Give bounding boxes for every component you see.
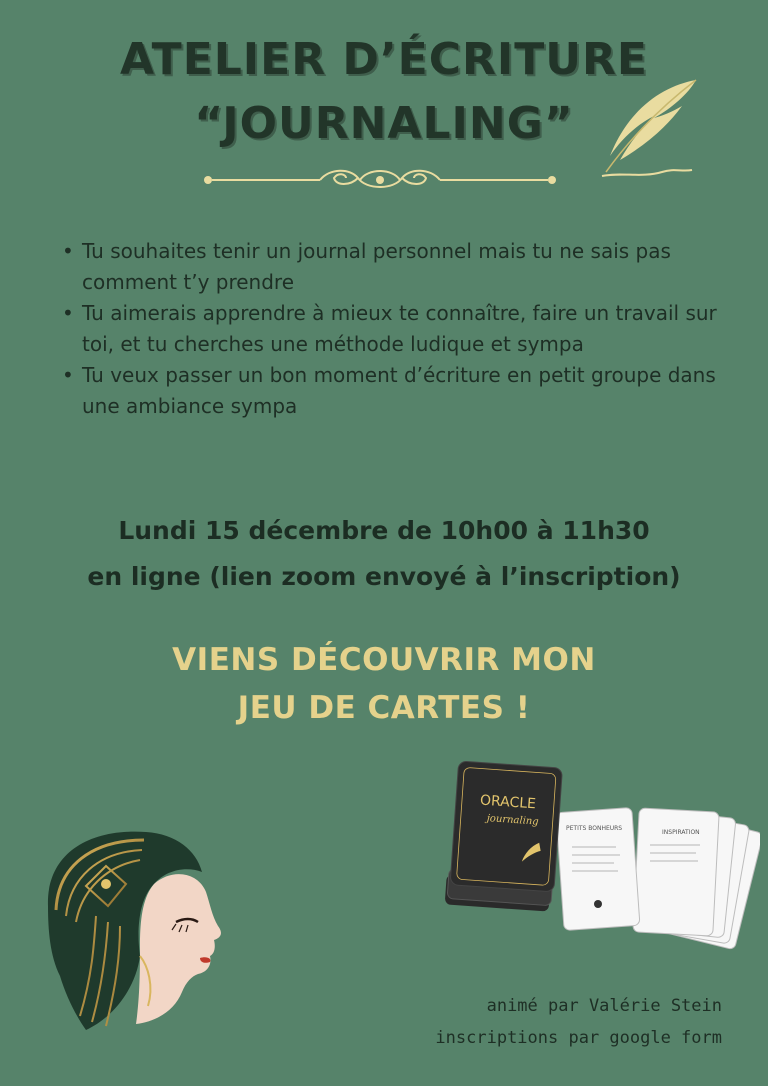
bullet-item: • Tu veux passer un bon moment d’écriture en petit groupe dans une ambiance sympa — [62, 360, 742, 422]
bullet-list — [62, 236, 742, 422]
art-deco-woman — [36, 826, 236, 1036]
credit-author: animé par Valérie Stein — [486, 996, 722, 1016]
box-subtitle: journaling — [486, 813, 540, 828]
ornament-divider — [200, 160, 560, 200]
title-line-2: “JOURNALING” — [194, 98, 574, 149]
bullet-item: • Tu souhaites tenir un journal personnel mais tu ne sais pas comment t’y prendre — [62, 236, 742, 298]
bullet-item: • Tu aimerais apprendre à mieux te connaître, faire un travail sur toi, et tu cherches une méthode ludique et sympa — [62, 298, 742, 360]
event-date: Lundi 15 décembre de 10h00 à 11h30 — [118, 516, 650, 545]
credit-registration: inscriptions par google form — [435, 1028, 722, 1048]
card2-title: INSPIRATION — [662, 829, 700, 836]
cta-line-1: VIENS DÉCOUVRIR MON — [172, 642, 596, 678]
oracle-cards — [440, 760, 760, 970]
event-location: en ligne (lien zoom envoyé à l’inscription) — [87, 562, 681, 591]
quill-icon — [592, 76, 702, 186]
cta-line-2: JEU DE CARTES ! — [237, 690, 531, 726]
box-title: ORACLE — [479, 792, 537, 813]
card1-title: PETITS BONHEURS — [566, 825, 623, 832]
title-line-1: ATELIER D’ÉCRITURE — [120, 34, 648, 85]
